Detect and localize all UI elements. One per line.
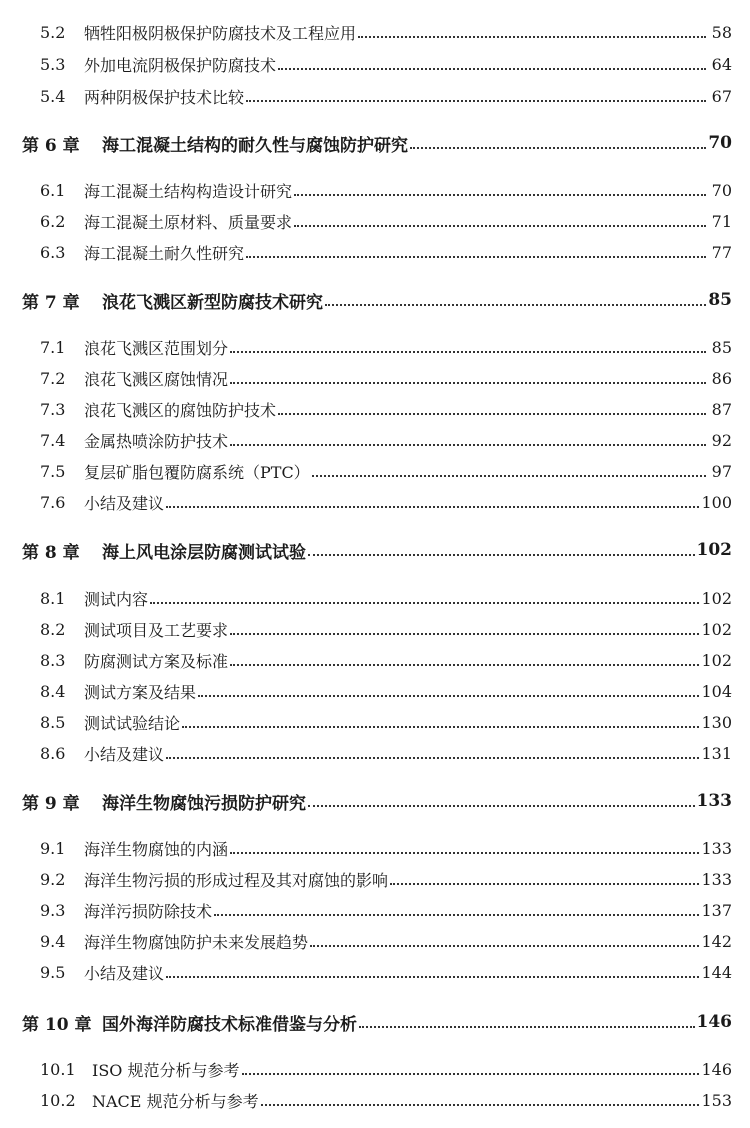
section-number: 7.5 (40, 461, 66, 481)
page-number: 133 (701, 838, 732, 858)
toc-entry-7-6 (0, 490, 750, 514)
toc-entry-5-4 (0, 84, 750, 108)
section-title: 海工混凝土耐久性研究 (84, 243, 245, 263)
dot-leader (242, 1073, 700, 1075)
section-number: 10.1 (40, 1059, 76, 1079)
page-number: 137 (701, 900, 732, 920)
chapter-number: 第 7 章 (22, 292, 80, 313)
section-title: 浪花飞溅区的腐蚀防护技术 (84, 400, 277, 420)
dot-leader (278, 413, 706, 415)
section-title: 金属热喷涂防护技术 (84, 431, 229, 451)
dot-leader (230, 351, 706, 353)
dot-leader (150, 602, 699, 604)
dot-leader (166, 506, 699, 508)
section-number: 9.4 (40, 931, 66, 951)
toc-entry-8-1 (0, 586, 750, 610)
toc-chapter-10 (0, 1010, 750, 1034)
dot-leader (246, 256, 706, 258)
section-title: 测试试验结论 (84, 713, 181, 733)
page-number: 100 (701, 492, 732, 512)
dot-leader (230, 852, 699, 854)
section-number: 8.3 (40, 650, 66, 670)
dot-leader (294, 225, 706, 227)
section-title: NACE 规范分析与参考 (92, 1091, 259, 1111)
chapter-title: 浪花飞溅区新型防腐技术研究 (102, 292, 323, 313)
dot-leader (308, 805, 695, 807)
page-number: 144 (701, 962, 732, 982)
toc-chapter-7 (0, 288, 750, 312)
section-number: 7.4 (40, 430, 66, 450)
section-title: 小结及建议 (84, 963, 165, 983)
section-number: 7.6 (40, 492, 66, 512)
dot-leader (230, 664, 699, 666)
page-number: 58 (711, 22, 732, 42)
section-number: 6.2 (40, 211, 66, 231)
section-number: 8.4 (40, 681, 66, 701)
section-number: 6.1 (40, 180, 66, 200)
page-number: 97 (711, 461, 732, 481)
page-number: 130 (701, 712, 732, 732)
toc-entry-6-2 (0, 209, 750, 233)
page-number: 104 (701, 681, 732, 701)
page-number: 102 (696, 540, 732, 560)
dot-leader (230, 382, 706, 384)
section-number: 8.6 (40, 743, 66, 763)
toc-entry-9-2 (0, 867, 750, 891)
page-number: 67 (711, 86, 732, 106)
section-title: 浪花飞溅区腐蚀情况 (84, 369, 229, 389)
toc-entry-9-3 (0, 898, 750, 922)
section-number: 9.2 (40, 869, 66, 889)
toc-entry-8-2 (0, 617, 750, 641)
toc-entry-6-1 (0, 178, 750, 202)
toc-entry-9-5 (0, 960, 750, 984)
chapter-title: 海工混凝土结构的耐久性与腐蚀防护研究 (102, 135, 408, 156)
section-title: ISO 规范分析与参考 (92, 1060, 240, 1080)
section-title: 复层矿脂包覆防腐系统（PTC） (84, 462, 310, 482)
toc-chapter-8 (0, 538, 750, 562)
page-number: 77 (711, 242, 732, 262)
toc-entry-10-1 (0, 1057, 750, 1081)
page-number: 71 (711, 211, 732, 231)
section-title: 两种阴极保护技术比较 (84, 87, 245, 107)
toc-entry-8-4 (0, 679, 750, 703)
section-number: 7.2 (40, 368, 66, 388)
toc-entry-9-4 (0, 929, 750, 953)
dot-leader (166, 976, 699, 978)
section-number: 9.5 (40, 962, 66, 982)
section-title: 海洋生物腐蚀的内涵 (84, 839, 229, 859)
dot-leader (410, 147, 706, 149)
chapter-title: 国外海洋防腐技术标准借鉴与分析 (102, 1014, 357, 1035)
page-number: 64 (711, 54, 732, 74)
section-title: 小结及建议 (84, 744, 165, 764)
section-number: 7.1 (40, 337, 66, 357)
dot-leader (308, 554, 695, 556)
dot-leader (261, 1104, 700, 1106)
section-title: 海洋污损防除技术 (84, 901, 213, 921)
dot-leader (230, 444, 706, 446)
toc-entry-7-5 (0, 459, 750, 483)
toc-entry-7-1 (0, 335, 750, 359)
section-number: 5.4 (40, 86, 66, 106)
toc-chapter-9 (0, 789, 750, 813)
page-number: 87 (711, 399, 732, 419)
dot-leader (278, 68, 706, 70)
dot-leader (182, 726, 699, 728)
page-number: 131 (701, 743, 732, 763)
chapter-number: 第 9 章 (22, 793, 80, 814)
section-number: 5.2 (40, 22, 66, 42)
dot-leader (198, 695, 699, 697)
section-title: 防腐测试方案及标准 (84, 651, 229, 671)
toc-entry-5-3 (0, 52, 750, 76)
chapter-number: 第 10 章 (22, 1014, 92, 1035)
chapter-number: 第 6 章 (22, 135, 80, 156)
section-number: 8.5 (40, 712, 66, 732)
toc-entry-8-6 (0, 741, 750, 765)
page-number: 102 (701, 619, 732, 639)
section-number: 8.2 (40, 619, 66, 639)
section-title: 小结及建议 (84, 493, 165, 513)
toc-entry-7-4 (0, 428, 750, 452)
page-number: 133 (696, 791, 732, 811)
page-number: 146 (701, 1059, 732, 1079)
dot-leader (294, 194, 706, 196)
page-number: 142 (701, 931, 732, 951)
dot-leader (310, 945, 699, 947)
page-number: 70 (708, 133, 732, 153)
toc-entry-7-2 (0, 366, 750, 390)
toc-entry-7-3 (0, 397, 750, 421)
chapter-number: 第 8 章 (22, 542, 80, 563)
section-number: 6.3 (40, 242, 66, 262)
section-title: 牺牲阳极阴极保护防腐技术及工程应用 (84, 23, 357, 43)
section-title: 海洋生物腐蚀防护未来发展趋势 (84, 932, 309, 952)
section-title: 外加电流阴极保护防腐技术 (84, 55, 277, 75)
toc-entry-9-1 (0, 836, 750, 860)
toc-entry-6-3 (0, 240, 750, 264)
section-title: 测试项目及工艺要求 (84, 620, 229, 640)
page-number: 146 (696, 1012, 732, 1032)
toc-entry-10-2 (0, 1088, 750, 1112)
page-number: 153 (701, 1090, 732, 1110)
dot-leader (246, 100, 706, 102)
toc-entry-8-3 (0, 648, 750, 672)
section-number: 8.1 (40, 588, 66, 608)
dot-leader (230, 633, 699, 635)
page-number: 86 (711, 368, 732, 388)
section-title: 海洋生物污损的形成过程及其对腐蚀的影响 (84, 870, 389, 890)
section-number: 5.3 (40, 54, 66, 74)
dot-leader (359, 1026, 695, 1028)
section-number: 9.1 (40, 838, 66, 858)
section-title: 测试内容 (84, 589, 149, 609)
page-number: 102 (701, 588, 732, 608)
chapter-title: 海上风电涂层防腐测试试验 (102, 542, 306, 563)
dot-leader (214, 914, 699, 916)
dot-leader (312, 475, 706, 477)
section-number: 7.3 (40, 399, 66, 419)
section-title: 海工混凝土原材料、质量要求 (84, 212, 293, 232)
page-number: 85 (708, 290, 732, 310)
dot-leader (166, 757, 699, 759)
page-number: 85 (711, 337, 732, 357)
page-number: 102 (701, 650, 732, 670)
toc-entry-8-5 (0, 710, 750, 734)
toc-entry-5-2 (0, 20, 750, 44)
section-title: 浪花飞溅区范围划分 (84, 338, 229, 358)
toc-chapter-6 (0, 131, 750, 155)
page-number: 92 (711, 430, 732, 450)
section-title: 测试方案及结果 (84, 682, 197, 702)
section-number: 10.2 (40, 1090, 76, 1110)
section-title: 海工混凝土结构构造设计研究 (84, 181, 293, 201)
chapter-title: 海洋生物腐蚀污损防护研究 (102, 793, 306, 814)
dot-leader (390, 883, 699, 885)
dot-leader (325, 304, 706, 306)
page-number: 133 (701, 869, 732, 889)
dot-leader (358, 36, 706, 38)
section-number: 9.3 (40, 900, 66, 920)
page-number: 70 (711, 180, 732, 200)
